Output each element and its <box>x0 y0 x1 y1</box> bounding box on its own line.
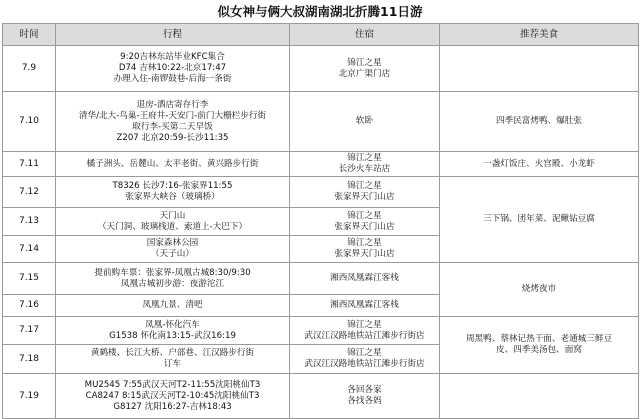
lodging-cell <box>290 295 440 317</box>
food-cell: 烧烤夜市 <box>440 263 639 317</box>
date-cell: 7.10 <box>3 92 56 152</box>
itinerary-line: 取行李-买第二天早饭 <box>132 121 213 132</box>
itinerary-line: 9:20吉林东站毕业KFC集合 <box>120 52 225 62</box>
lodging-line: 锦江之星 <box>347 181 382 191</box>
itinerary-line: 凤凰古城初步游：夜游沱江 <box>120 278 225 289</box>
lodging-line: 锦江之星 <box>347 210 382 221</box>
header-lodging: 住宿 <box>290 24 440 46</box>
lodging-line: 软卧 <box>355 116 374 126</box>
food-cell: 四季民富烤鸭、爆肚张 <box>440 92 639 152</box>
table-row <box>3 46 639 92</box>
itinerary-cell <box>56 152 290 177</box>
lodging-cell <box>290 208 440 236</box>
itinerary-line: CA8247 8:15武汉天河T2-10:45沈阳桃仙T3 <box>85 390 260 401</box>
itinerary-table <box>2 23 639 419</box>
lodging-line: 湘西凤凰霖江客栈 <box>330 273 399 283</box>
lodging-cell <box>290 345 440 374</box>
lodging-line: 锦江之星 <box>347 57 382 68</box>
header-itinerary: 行程 <box>56 24 290 46</box>
itinerary-cell <box>56 177 290 208</box>
table-row <box>3 317 639 345</box>
lodging-line: 锦江之星 <box>347 238 382 248</box>
lodging-line: 锦江之星 <box>347 319 382 330</box>
food-cell <box>440 46 639 92</box>
date-cell: 7.17 <box>3 317 56 345</box>
lodging-line: 北京广渠门店 <box>338 68 391 79</box>
table-row <box>3 177 639 208</box>
lodging-line: 锦江之星 <box>347 153 382 163</box>
date-cell: 7.9 <box>3 46 56 92</box>
itinerary-cell <box>56 236 290 263</box>
date-cell: 7.18 <box>3 345 56 374</box>
itinerary-line: 凤凰-怀化汽车 <box>145 319 200 330</box>
itinerary-line: Z207 北京20:59-长沙11:35 <box>116 132 229 143</box>
food-cell <box>440 317 639 374</box>
itinerary-cell <box>56 263 290 295</box>
itinerary-cell <box>56 92 290 152</box>
date-cell: 7.13 <box>3 208 56 236</box>
itinerary-line: 橘子洲头、岳麓山、太平老街、黄兴路步行街 <box>86 158 259 169</box>
lodging-cell <box>290 263 440 295</box>
date-cell: 7.16 <box>3 295 56 317</box>
itinerary-cell <box>56 208 290 236</box>
itinerary-line: 提前购车票：张家界-凤凰古城8:30/9:30 <box>94 267 251 278</box>
food-cell: 一盏灯饭庄、火宫殿、小龙虾 <box>440 152 639 177</box>
itinerary-line: （天子山） <box>151 249 194 259</box>
lodging-cell <box>290 177 440 208</box>
lodging-line: 各找各妈 <box>347 396 382 406</box>
itinerary-line: G1538 怀化南13:15-武汉16:19 <box>109 330 236 341</box>
lodging-cell <box>290 374 440 419</box>
lodging-cell <box>290 236 440 263</box>
food-line: 周黑鸭、蔡林记热干面、老通城三鲜豆 <box>465 334 613 344</box>
table-row <box>3 92 639 152</box>
lodging-line: 锦江之星 <box>347 348 382 358</box>
date-cell: 7.12 <box>3 177 56 208</box>
itinerary-line: D74 吉林10:22-北京17:47 <box>118 63 227 73</box>
itinerary-line: 凤凰九景、清吧 <box>142 300 203 310</box>
itinerary-line: 退房-酒店寄存行李 <box>136 99 209 110</box>
itinerary-cell <box>56 295 290 317</box>
lodging-line: 张家界天门山店 <box>334 249 395 259</box>
itinerary-line: 办理入住-南锣鼓巷-后海一条街 <box>113 74 232 84</box>
lodging-line: 张家界天门山店 <box>334 221 395 232</box>
itinerary-line: G8127 沈阳16:27-吉林18:43 <box>113 401 232 412</box>
lodging-cell <box>290 46 440 92</box>
food-cell <box>440 374 639 419</box>
lodging-cell <box>290 317 440 345</box>
food-cell: 三下锅、团年菜、泥鳅钻豆腐 <box>440 177 639 263</box>
date-cell: 7.11 <box>3 152 56 177</box>
lodging-line: 张家界天门山店 <box>334 192 395 202</box>
page-title: 似女神与俩大叔湖南湖北折腾11日游 <box>217 4 423 19</box>
itinerary-cell <box>56 345 290 374</box>
lodging-line: 湘西凤凰霖江客栈 <box>330 300 399 310</box>
table-row <box>3 152 639 177</box>
food-line: 皮、四季美汤包、面窝 <box>496 345 582 355</box>
date-cell: 7.14 <box>3 236 56 263</box>
itinerary-line: 清华/北大-鸟巢-王府井-天安门-前门大栅栏步行街 <box>78 110 267 121</box>
lodging-line: 武汉江汉路地铁站江滩步行街店 <box>304 330 425 341</box>
header-time: 时间 <box>3 24 56 46</box>
date-cell: 7.19 <box>3 374 56 419</box>
lodging-cell <box>290 152 440 177</box>
itinerary-line: 国家森林公园 <box>146 238 199 248</box>
table-row <box>3 263 639 295</box>
header-food: 推荐美食 <box>440 24 639 46</box>
itinerary-cell <box>56 46 290 92</box>
lodging-line: 各回各家 <box>347 385 382 395</box>
lodging-cell <box>290 92 440 152</box>
itinerary-line: MU2545 7:55武汉天河T2-11:55沈阳桃仙T3 <box>84 379 261 390</box>
lodging-line: 长沙火车站店 <box>338 164 391 174</box>
itinerary-cell <box>56 317 290 345</box>
itinerary-line: 黄鹤楼、长江大桥、户部巷、江汉路步行街 <box>90 348 255 358</box>
lodging-line: 武汉江汉路地铁站江滩步行街店 <box>304 359 425 369</box>
itinerary-cell <box>56 374 290 419</box>
table-row <box>3 374 639 419</box>
itinerary-line: 张家界大峡谷（玻璃桥） <box>125 192 220 202</box>
itinerary-line: 订车 <box>163 359 182 369</box>
header-row <box>3 24 639 46</box>
itinerary-line: （天门洞、玻璃栈道、索道上-大巴下） <box>97 221 248 232</box>
date-cell: 7.15 <box>3 263 56 295</box>
itinerary-line: 天门山 <box>159 210 186 221</box>
itinerary-line: T8326 长沙7:16-张家界11:55 <box>112 181 233 191</box>
